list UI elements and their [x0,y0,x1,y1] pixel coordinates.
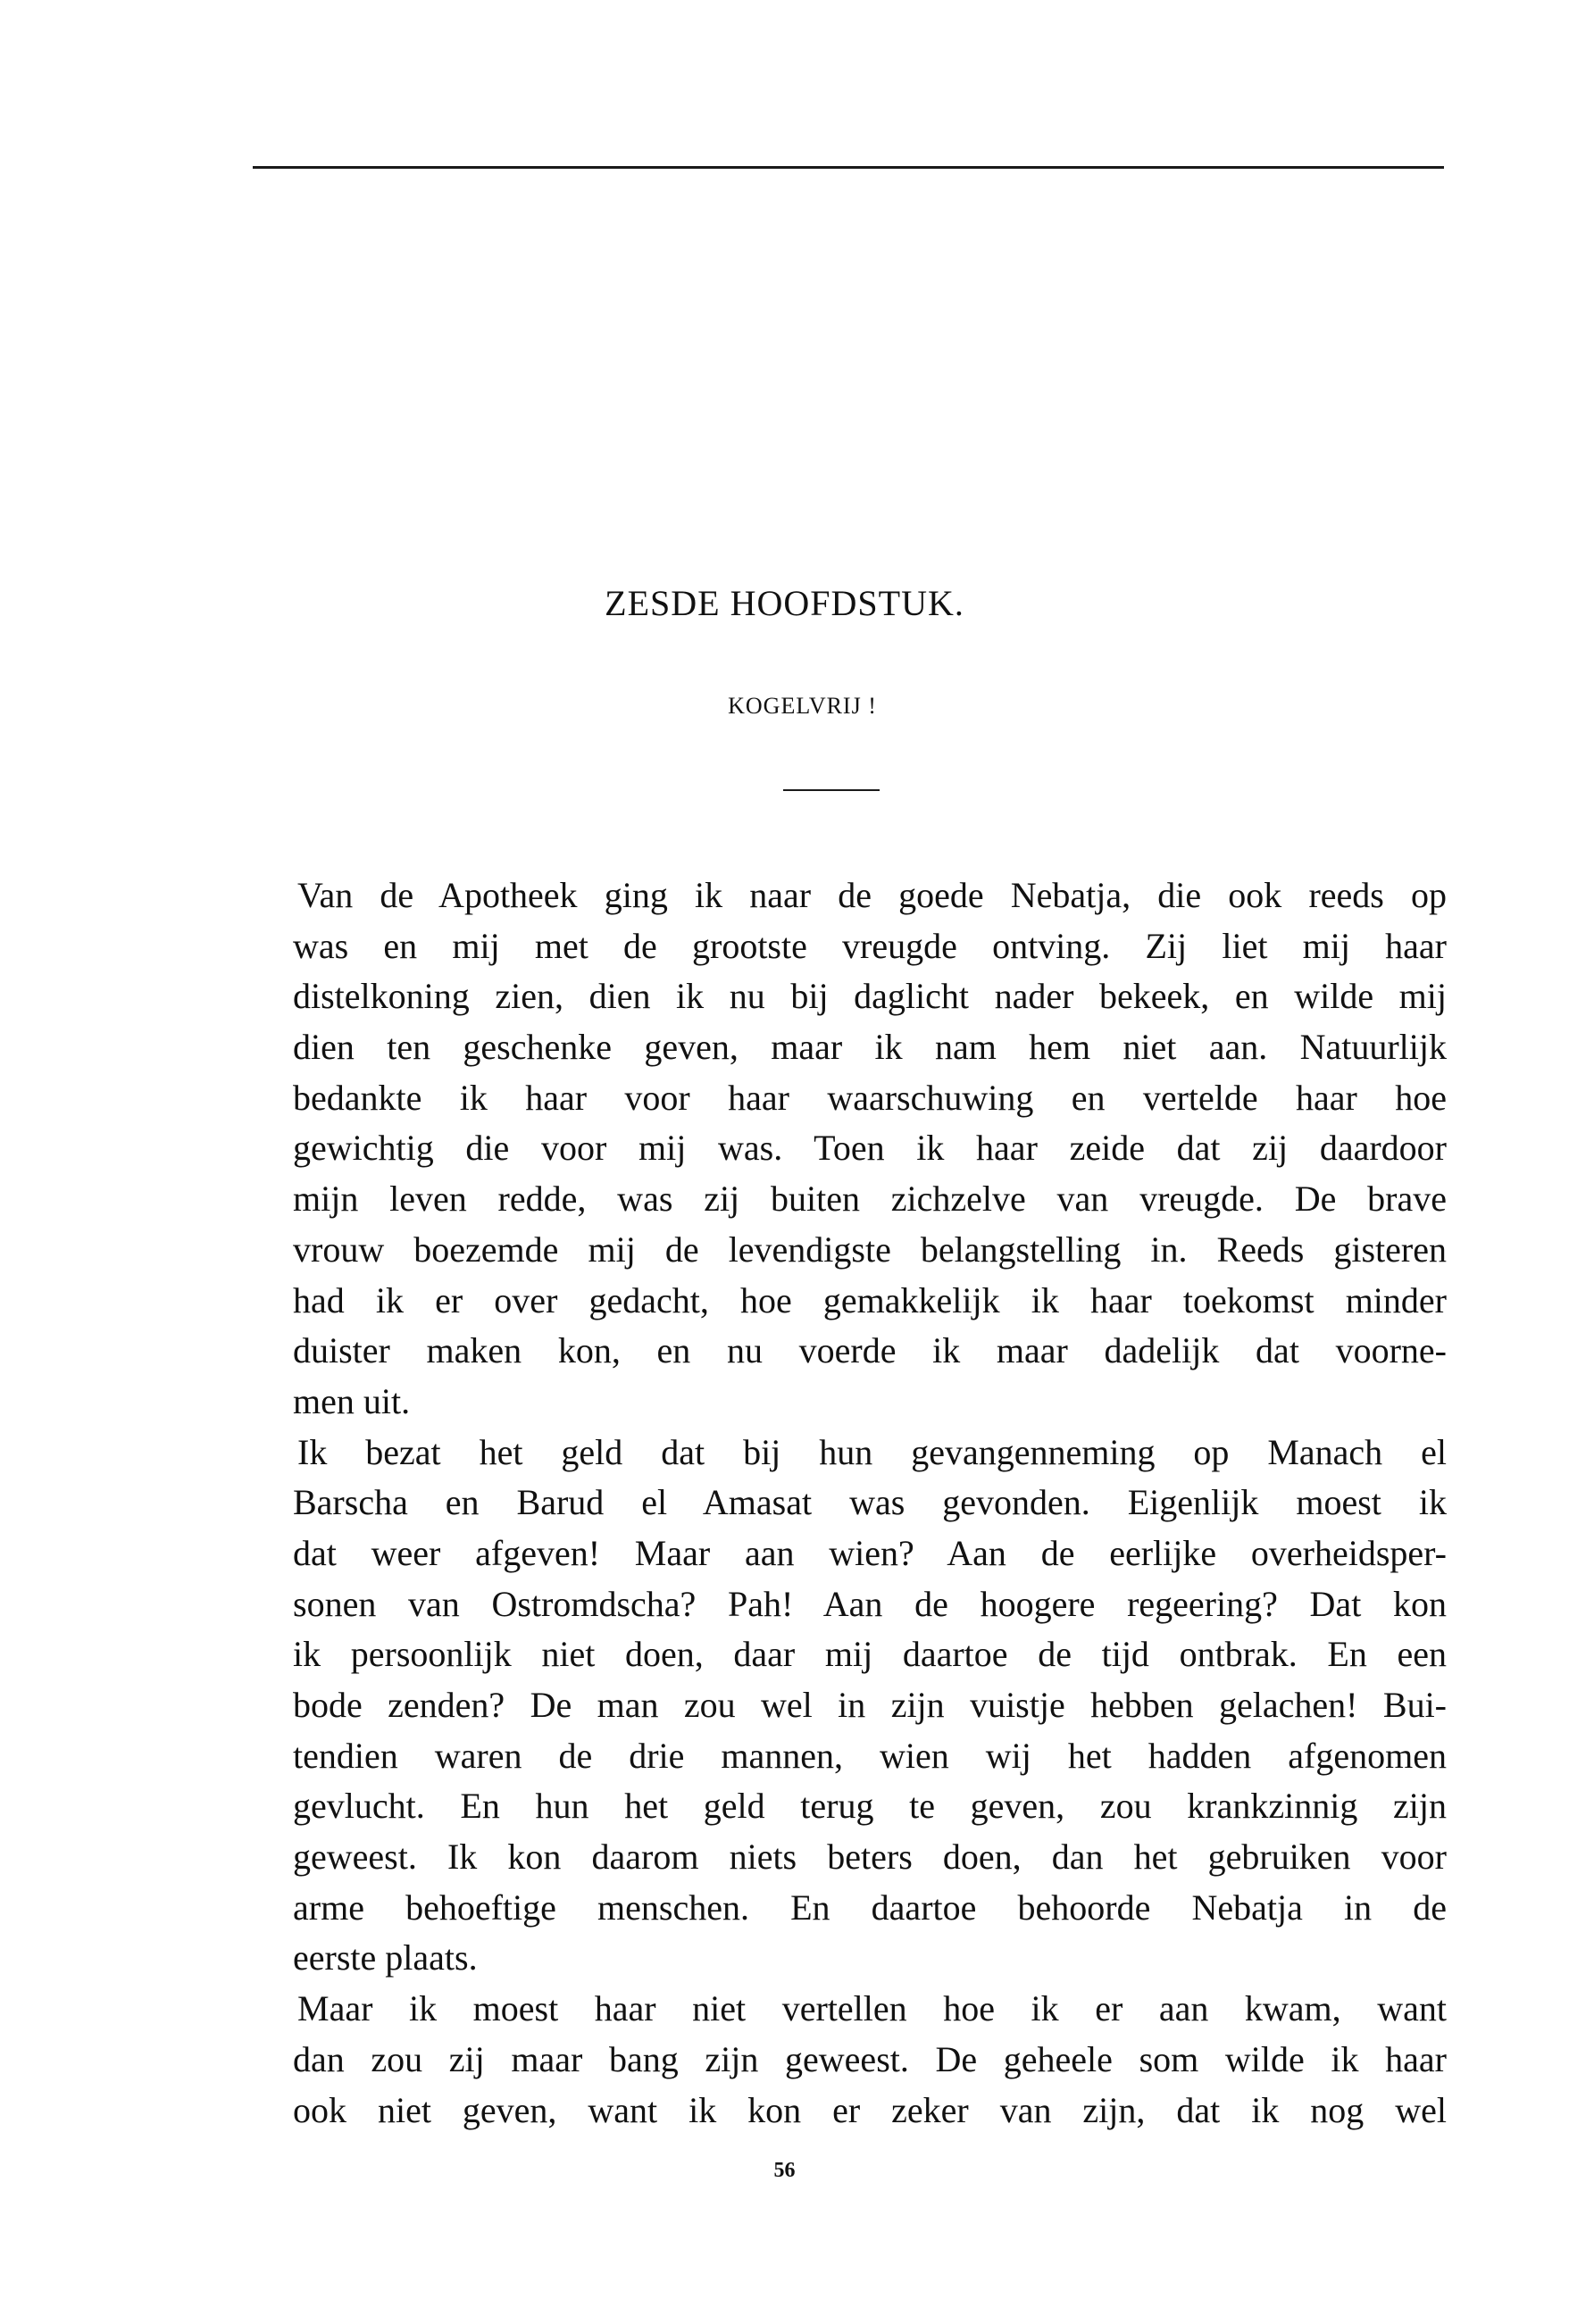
text-line: sonen van Ostromdscha? Pah! Aan de hoogere regeering? Dat kon [293,1583,1447,1624]
text-line: gewichtig die voor mij was. Toen ik haar zeide dat zij daardoor [293,1128,1447,1169]
text-line: gevlucht. En hun het geld terug te geven, zou krankzinnig zijn [293,1786,1447,1827]
top-rule [253,166,1444,169]
text-line: bode zenden? De man zou wel in zijn vuistje hebben gelachen! Bui- [293,1685,1447,1725]
text-line: geweest. Ik kon daarom niets beters doen, dan het gebruiken voor [293,1837,1447,1878]
body-text [293,870,1447,2136]
text-line: arme behoeftige menschen. En daartoe behoorde Nebatja in de [293,1887,1447,1928]
text-line: bedankte ik haar voor haar waarschuwing en vertelde haar hoe [293,1077,1447,1118]
text-line: dan zou zij maar bang zijn geweest. De geheele som wilde ik haar [293,2038,1447,2079]
text-line: mijn leven redde, was zij buiten zichzelve van vreugde. De brave [293,1179,1447,1220]
text-line: was en mij met de grootste vreugde ontving. Zij liet mij haar [293,925,1447,966]
chapter-title: ZESDE HOOFDSTUK. [605,583,964,623]
text-line: ik persoonlijk niet doen, daar mij daartoe de tijd ontbrak. En een [293,1634,1447,1675]
text-line: dat weer afgeven! Maar aan wien? Aan de eerlijke overheidsper- [293,1532,1447,1573]
text-line: Maar ik moest haar niet vertellen hoe ik er aan kwam, want [297,1988,1447,2029]
text-line: vrouw boezemde mij de levendigste belangstelling in. Reeds gisteren [293,1229,1447,1270]
text-line: duister maken kon, en nu voerde ik maar dadelijk dat voorne- [293,1330,1447,1371]
chapter-subtitle: KOGELVRIJ ! [728,693,877,719]
paragraph-2 [293,1428,1447,1985]
text-line: Ik bezat het geld dat bij hun gevangenneming op Manach el [297,1431,1447,1472]
page-number: 56 [773,2159,796,2182]
text-line: dien ten geschenke geven, maar ik nam hem niet aan. Natuurlijk [293,1027,1447,1068]
text-line: tendien waren de drie mannen, wien wij het hadden afgenomen [293,1735,1447,1776]
text-line: had ik er over gedacht, hoe gemakkelijk ik haar toekomst minder [293,1279,1447,1320]
paragraph-1 [293,870,1447,1428]
text-line: eerste plaats. [293,1937,478,1978]
text-line: distelkoning zien, dien ik nu bij daglicht nader bekeek, en wilde mij [293,976,1447,1017]
text-line: Barscha en Barud el Amasat was gevonden. Eigenlijk moest ik [293,1482,1447,1523]
section-divider [783,789,880,791]
paragraph-3 [293,1984,1447,2136]
text-line: ook niet geven, want ik kon er zeker van zijn, dat ik nog wel [293,2089,1447,2130]
text-line: men uit. [293,1380,411,1421]
text-line: Van de Apotheek ging ik naar de goede Nebatja, die ook reeds op [297,875,1447,915]
